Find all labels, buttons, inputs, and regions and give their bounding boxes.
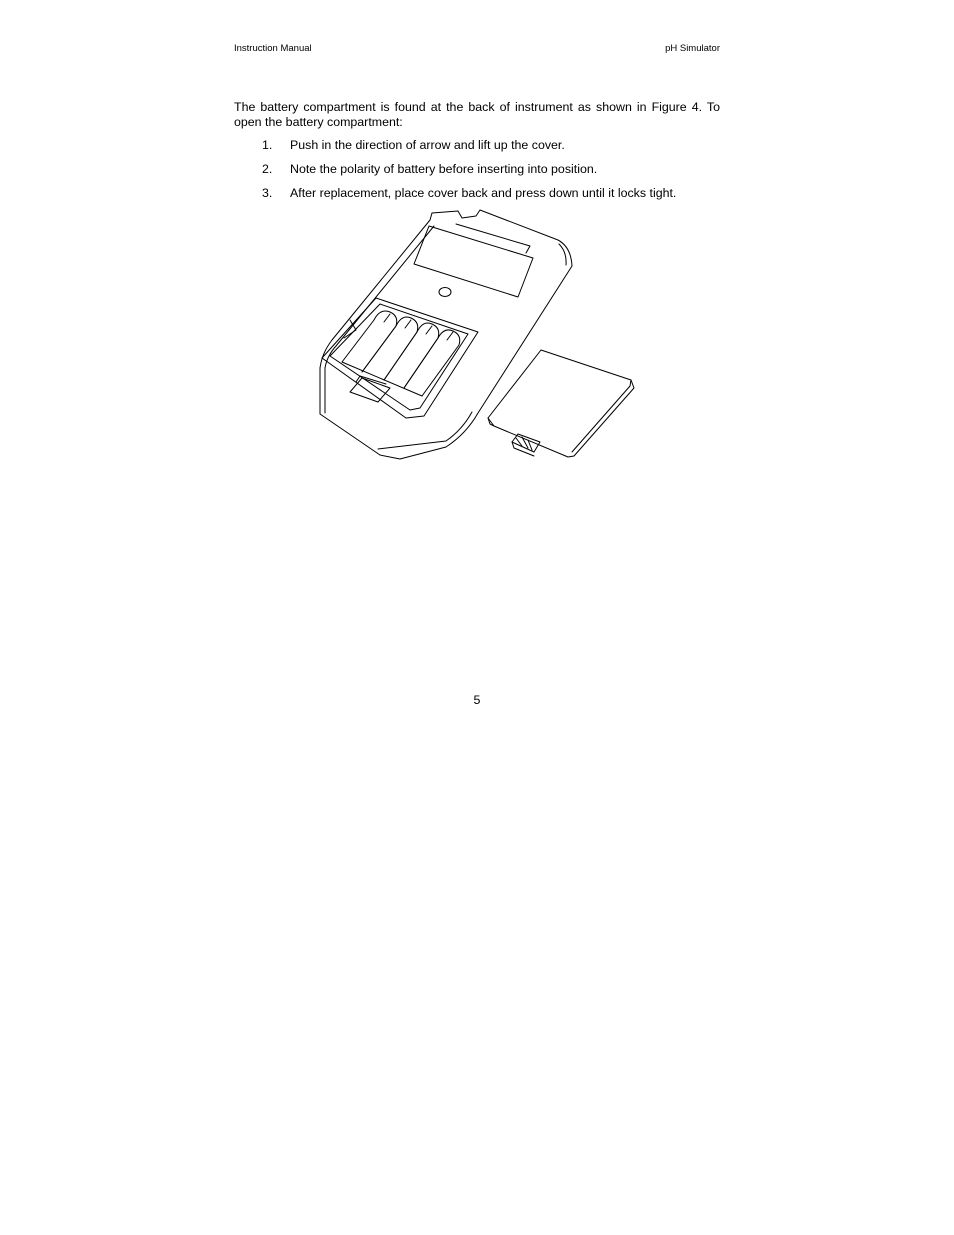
battery-compartment-illustration-icon <box>316 208 640 464</box>
header-product-name: pH Simulator <box>665 43 720 54</box>
header-doc-title: Instruction Manual <box>234 43 312 54</box>
step-number: 2. <box>262 162 273 176</box>
list-item <box>234 162 720 186</box>
page-number: 5 <box>473 693 481 707</box>
list-item <box>234 186 720 210</box>
step-number: 1. <box>262 138 273 152</box>
step-text: After replacement, place cover back and press down until it locks tight. <box>290 186 677 200</box>
figure-battery-compartment <box>316 208 640 464</box>
intro-paragraph: The battery compartment is found at the back of instrument as shown in Figure 4. To open the battery compartment: <box>234 100 720 129</box>
step-text: Note the polarity of battery before inserting into position. <box>290 162 598 176</box>
list-item <box>234 138 720 162</box>
steps-list <box>234 138 720 210</box>
step-number: 3. <box>262 186 273 200</box>
step-text: Push in the direction of arrow and lift up the cover. <box>290 138 565 152</box>
